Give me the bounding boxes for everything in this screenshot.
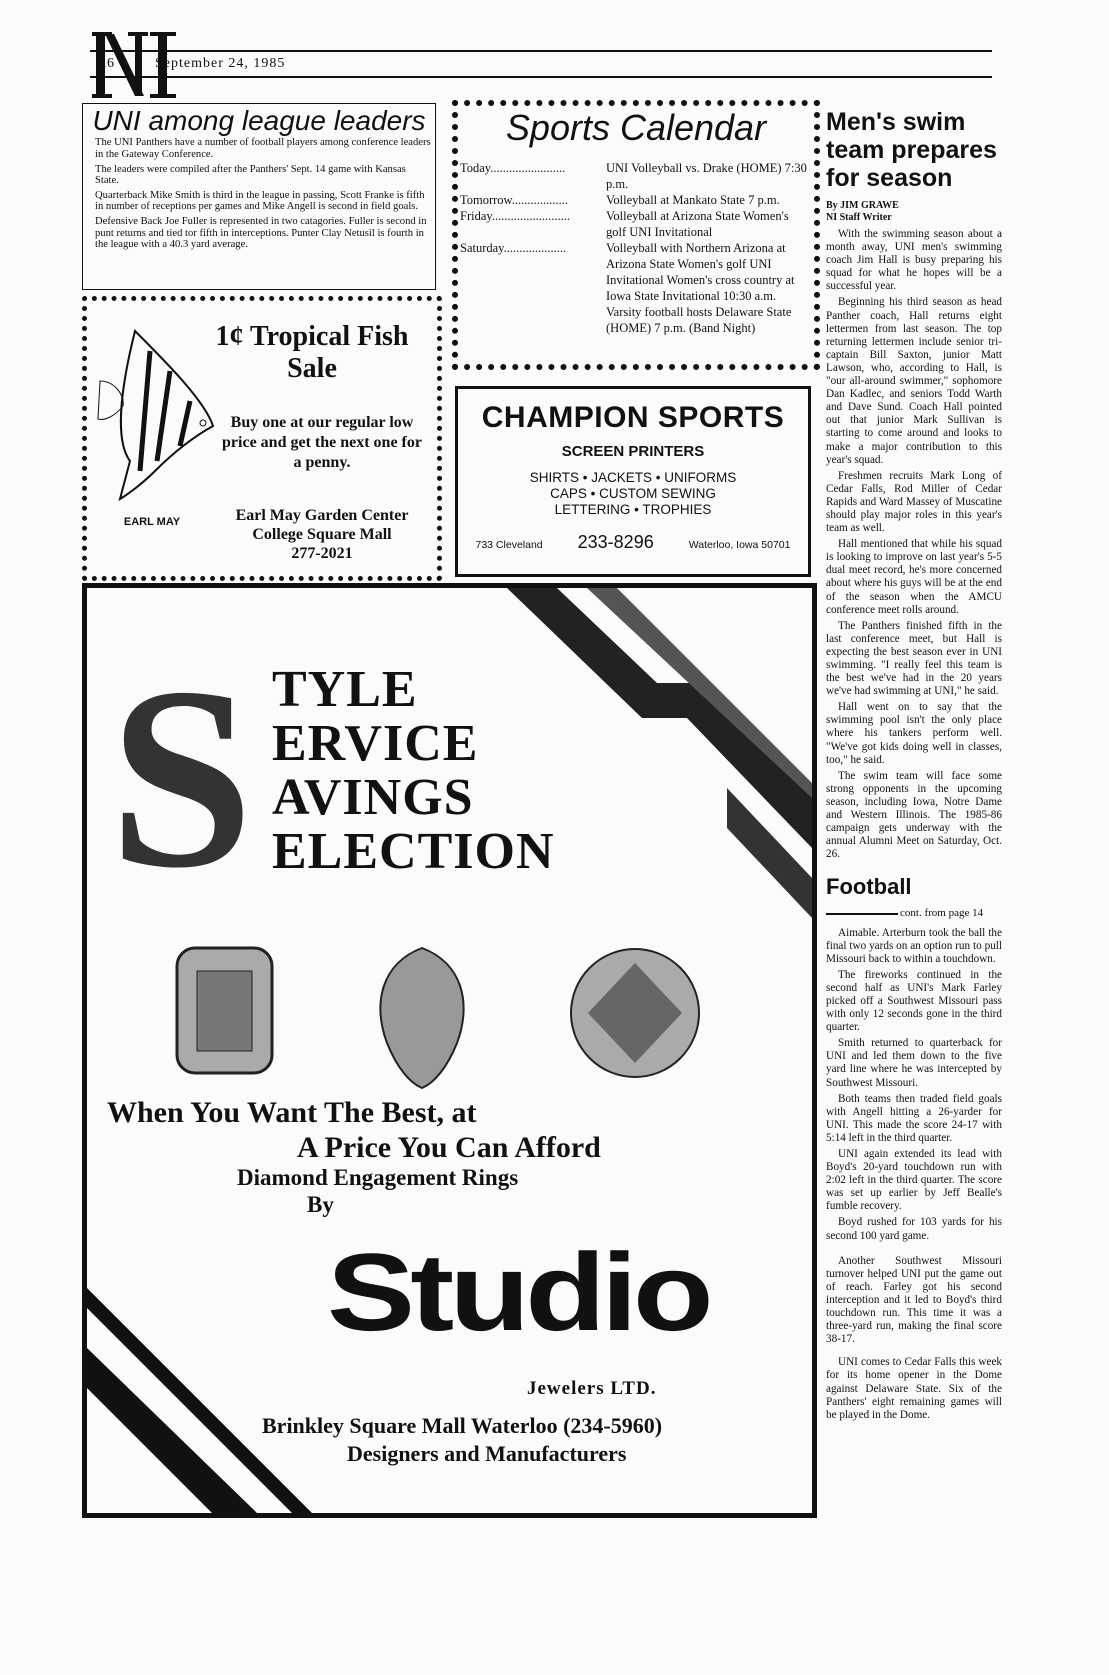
studio-address: Brinkley Square Mall Waterloo (234-5960) [262, 1413, 663, 1438]
calendar-row [460, 240, 814, 336]
calendar-day: Today........................ [460, 161, 566, 175]
store-phone: 277-2021 [291, 545, 353, 562]
leaders-paragraph: The leaders were compiled after the Panthers' Sept. 14 game with Kansas State. [95, 163, 406, 187]
football-paragraph: UNI comes to Cedar Falls this week for its home opener in the Dome against Delaware State. Six of the Panthers' eight remaining games will be played in the Dome. [826, 1356, 1002, 1421]
fish-ad-sale: Sale [287, 353, 337, 385]
leaders-paragraph: The UNI Panthers have a number of football players among conference leaders in the Gateway Conference. [95, 137, 431, 160]
masthead-rule-bottom [90, 76, 992, 78]
football-headline: Football [826, 874, 912, 900]
swim-role: NI Staff Writer [826, 212, 892, 223]
store-name: Earl May Garden Center [235, 507, 409, 524]
issue-date: September 24, 1985 [155, 56, 286, 71]
swim-paragraph: Hall mentioned that while his squad is looking to improve on last year's 5-5 dual meet record, he's more concerned about where his guys will be at the end of the season when the AMCU conference meet rolls around. [826, 538, 1002, 616]
earl-may-logo: EARL MAY [123, 516, 181, 528]
calendar-row [460, 192, 814, 208]
calendar-event: Volleyball with Northern Arizona at Arizona State Women's golf UNI Invitational Women's cross country at Iowa State Invitational 10:30 a.m. Varsity football hosts Delaware State (HOME) 7 p.m. (Band Night) [606, 241, 795, 335]
champion-phone: 233-8296 [577, 532, 654, 552]
swim-article [826, 108, 1002, 861]
tagline-1: When You Want The Best, at [107, 1096, 477, 1129]
diamonds-illustration [172, 943, 712, 1093]
champion-city: Waterloo, Iowa 50701 [688, 539, 791, 551]
swim-paragraph: With the swimming season about a month away, UNI men's swimming coach Jim Hall is busy preparing his squad for what he hopes will be a successful year. [826, 228, 1002, 293]
studio-designers: Designers and Manufacturers [347, 1441, 627, 1466]
calendar-event: UNI Volleyball vs. Drake (HOME) 7:30 p.m. [606, 161, 807, 191]
champion-sub: SCREEN PRINTERS [561, 443, 705, 460]
tropical-fish-ad [82, 296, 442, 581]
swim-headline: Men's swim team prepares for season [826, 108, 997, 192]
champion-address: 733 Cleveland [475, 539, 543, 551]
word: ERVICE [272, 715, 479, 772]
calendar-day: Tomorrow.................. [460, 193, 569, 207]
champion-items: CAPS • CUSTOM SEWING [550, 486, 716, 501]
swim-paragraph: Freshmen recruits Mark Long of Cedar Falls, Rod Miller of Cedar Rapids and Ward Massey of Muscatine should play major roles in this year's team as well. [826, 469, 1002, 535]
continuation-rule [826, 913, 898, 915]
league-leaders-article [82, 103, 436, 290]
football-paragraph: Smith returned to quarterback for UNI and led them down to the five yard line where he was intercepted by Southwest Missouri. [826, 1037, 1002, 1089]
masthead-rule-top [90, 50, 992, 52]
calendar-title: Sports Calendar [505, 107, 767, 148]
champion-sports-ad [455, 386, 811, 577]
swim-paragraph: The swim team will face some strong opponents in the upcoming season, including Iowa, Notre Dame and Western Illinois. The 1985-86 campaign gets underway with the annual Alumni Meet on Saturday, Oct. 26. [826, 769, 1002, 861]
calendar-event: Volleyball at Mankato State 7 p.m. [606, 193, 780, 207]
fish-ad-title-line: 1¢ Tropical Fish [215, 321, 409, 352]
continuation-note: cont. from page 14 [900, 907, 984, 920]
swim-paragraph: The Panthers finished fifth in the last conference meet, but Hall is expecting the best season ever in UNI swimming. "I really feel this team is the best we've had in the 20 years we've had swimming at UNI," he said. [826, 619, 1002, 698]
football-paragraph: The fireworks continued in the second half as UNI's Mark Farley picked off a Southwest Missouri pass with only 12 seconds gone in the third quarter. [826, 968, 1002, 1034]
word: AVINGS [272, 769, 474, 826]
football-paragraph: Boyd rushed for 103 yards for his second 100 yard game. [826, 1216, 1002, 1242]
calendar-event: Volleyball at Arizona State Women's golf UNI Invitational [606, 209, 789, 239]
studio-logo: Studio [327, 1231, 709, 1354]
football-article [826, 873, 1002, 1421]
big-s-letter: S [109, 634, 254, 922]
calendar-day: Saturday.................... [460, 241, 567, 255]
leaders-paragraph: Defensive Back Joe Fuller is represented in two catagories. Fuller is second in punt returns and tied tor fifth in interceptions. Punter Clay Netusil is fourth in the league with a 40.3 yard average. [95, 215, 427, 251]
word: ELECTION [272, 823, 555, 880]
right-column [826, 108, 1002, 1425]
tagline-3: Diamond Engagement Rings [237, 1165, 519, 1190]
swim-paragraph: Beginning his third season as head Panther coach, Hall returns eight lettermen from last season. The top returning lettermen include senior tri-captain Bill Saxton, junior Matt Lawson, who, according to Hall, is "our all-around swimmer," sophomore Dan Kadlec, and seniors Todd Warth and Dave Sund. Coach Hall pointed out that junior Mark Sullivan is starting to come around and looks to make a major contribution to this year's squad. [826, 296, 1002, 466]
champion-items: LETTERING • TROPHIES [554, 502, 712, 517]
football-paragraph: Both teams then traded field goals with Angell hitting a 26-yarder for UNI. This made the score 24-17 with 5:14 left in the third quarter. [826, 1092, 1002, 1144]
fish-ad-title [187, 321, 437, 385]
swim-byline: By JIM GRAWE [826, 200, 899, 211]
page-number: 16 [100, 56, 114, 71]
calendar-day: Friday......................... [460, 209, 570, 223]
swim-paragraph: Hall went on to say that the swimming pool isn't the only place where his tankers perform well. "We've got kids doing well in classes, too," he said. [826, 701, 1002, 766]
leaders-paragraph: Quarterback Mike Smith is third in the league in passing, Scott Franke is fifth in number of receptions per games and Mike Angell is second in field goals. [95, 189, 425, 213]
football-paragraph: Another Southwest Missouri turnover helped UNI put the game out of reach. Farley got his second interception and it led to Boyd's third touchdown run. This time it was a three-yard run, making the final score 38-17. [826, 1254, 1002, 1346]
champion-name: CHAMPION SPORTS [481, 401, 785, 434]
champion-items: SHIRTS • JACKETS • UNIFORMS [529, 470, 737, 485]
style-service-words [272, 663, 555, 879]
fish-ad-store [207, 506, 437, 563]
football-paragraph: Aimable. Arterburn took the ball the final two yards on an option run to pull Missouri back to within a touchdown. [826, 926, 1002, 965]
football-paragraph: UNI again extended its lead with Boyd's 20-yard touchdown run with 2:02 left in the third quarter. The score was set up earlier by Jeff Bealle's fumble recovery. [826, 1148, 1002, 1213]
calendar-row [460, 208, 814, 240]
tagline-2: A Price You Can Afford [297, 1131, 601, 1164]
sports-calendar [452, 100, 820, 370]
calendar-row [460, 160, 814, 192]
fish-ad-body: Buy one at our regular low price and get the next one for a penny. [222, 414, 422, 471]
word: TYLE [272, 661, 418, 718]
store-location: College Square Mall [252, 526, 392, 543]
studio-jewelers-ad [82, 583, 817, 1518]
jewelers-ltd: Jewelers LTD. [527, 1378, 657, 1399]
leaders-headline: UNI among league leaders [92, 105, 426, 136]
tagline-by: By [307, 1192, 334, 1217]
